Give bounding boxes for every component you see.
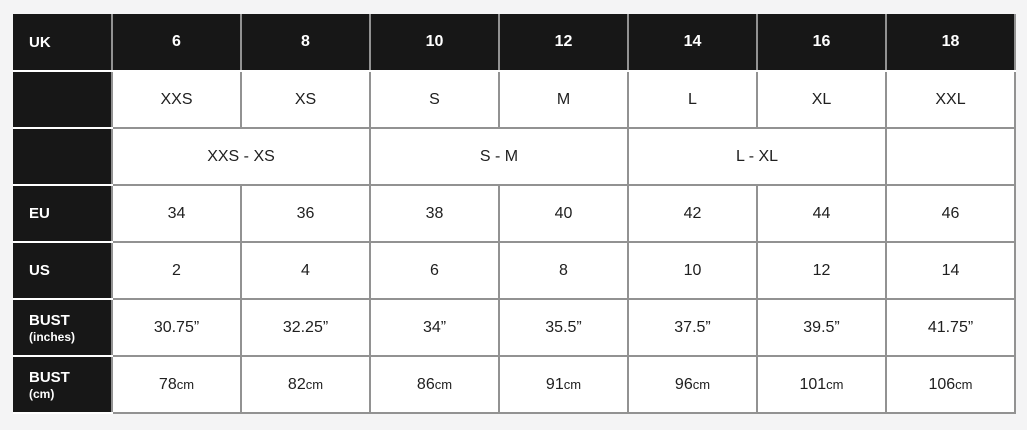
uk-size-cell: 6 — [112, 14, 241, 71]
bust-inches-cell: 41.75” — [886, 299, 1015, 356]
us-sizes-row — [13, 242, 1015, 299]
bust-label: BUST — [29, 368, 70, 386]
alpha-size-cell: S — [370, 71, 499, 128]
cm-unit: cm — [176, 376, 195, 392]
us-size-cell: 12 — [757, 242, 886, 299]
bust-cm-cell — [112, 356, 241, 413]
uk-sizes-row — [13, 14, 1015, 71]
uk-label-cell: UK — [13, 14, 112, 71]
eu-size-cell: 34 — [112, 185, 241, 242]
bust-inches-cell: 32.25” — [241, 299, 370, 356]
eu-label-cell: EU — [13, 185, 112, 242]
bust-cm-value: 96 — [674, 375, 693, 393]
bust-cm-cell — [370, 356, 499, 413]
bust-inches-sublabel: (inches) — [29, 329, 76, 344]
cm-unit: cm — [434, 376, 453, 392]
eu-size-cell: 36 — [241, 185, 370, 242]
alpha-size-cell: XXS — [112, 71, 241, 128]
blank-label-cell — [13, 71, 112, 128]
uk-size-cell: 16 — [757, 14, 886, 71]
uk-size-cell: 8 — [241, 14, 370, 71]
uk-size-cell: 18 — [886, 14, 1015, 71]
us-size-cell: 14 — [886, 242, 1015, 299]
bust-inches-cell: 30.75” — [112, 299, 241, 356]
alpha-size-cell: L — [628, 71, 757, 128]
size-range-cell-empty — [886, 128, 1015, 185]
bust-cm-cell — [499, 356, 628, 413]
bust-cm-value: 101 — [799, 375, 827, 393]
bust-cm-cell — [628, 356, 757, 413]
bust-cm-cell — [241, 356, 370, 413]
us-size-cell: 10 — [628, 242, 757, 299]
alpha-size-cell: XS — [241, 71, 370, 128]
cm-unit: cm — [955, 376, 973, 392]
bust-cm-sublabel: (cm) — [29, 386, 55, 401]
size-range-cell: S - M — [370, 128, 628, 185]
bust-inches-row — [13, 299, 1015, 356]
bust-cm-row — [13, 356, 1015, 413]
size-range-cell: L - XL — [628, 128, 886, 185]
us-label-cell: US — [13, 242, 112, 299]
us-size-cell: 6 — [370, 242, 499, 299]
size-range-cell: XXS - XS — [112, 128, 370, 185]
bust-cm-value: 78 — [158, 375, 177, 393]
bust-cm-value: 106 — [928, 375, 956, 393]
uk-size-cell: 12 — [499, 14, 628, 71]
eu-size-cell: 46 — [886, 185, 1015, 242]
bust-cm-value: 86 — [416, 375, 435, 393]
bust-inches-cell: 37.5” — [628, 299, 757, 356]
size-chart-table — [13, 14, 1016, 414]
uk-size-cell: 14 — [628, 14, 757, 71]
eu-sizes-row — [13, 185, 1015, 242]
alpha-sizes-row — [13, 71, 1015, 128]
us-size-cell: 4 — [241, 242, 370, 299]
eu-size-cell: 40 — [499, 185, 628, 242]
cm-unit: cm — [826, 376, 844, 392]
bust-label: BUST — [29, 311, 70, 329]
eu-size-cell: 44 — [757, 185, 886, 242]
alpha-size-cell: M — [499, 71, 628, 128]
cm-unit: cm — [563, 376, 582, 392]
bust-inches-cell: 34” — [370, 299, 499, 356]
bust-cm-value: 82 — [287, 375, 306, 393]
bust-cm-value: 91 — [545, 375, 564, 393]
bust-inches-cell: 35.5” — [499, 299, 628, 356]
bust-cm-label-cell — [13, 356, 112, 413]
bust-inches-cell: 39.5” — [757, 299, 886, 356]
cm-unit: cm — [305, 376, 324, 392]
bust-inches-label-cell — [13, 299, 112, 356]
eu-size-cell: 42 — [628, 185, 757, 242]
blank-label-cell — [13, 128, 112, 185]
alpha-size-cell: XL — [757, 71, 886, 128]
uk-size-cell: 10 — [370, 14, 499, 71]
bust-cm-cell — [886, 356, 1015, 413]
cm-unit: cm — [692, 376, 711, 392]
eu-size-cell: 38 — [370, 185, 499, 242]
size-range-row — [13, 128, 1015, 185]
us-size-cell: 8 — [499, 242, 628, 299]
alpha-size-cell: XXL — [886, 71, 1015, 128]
us-size-cell: 2 — [112, 242, 241, 299]
bust-cm-cell — [757, 356, 886, 413]
